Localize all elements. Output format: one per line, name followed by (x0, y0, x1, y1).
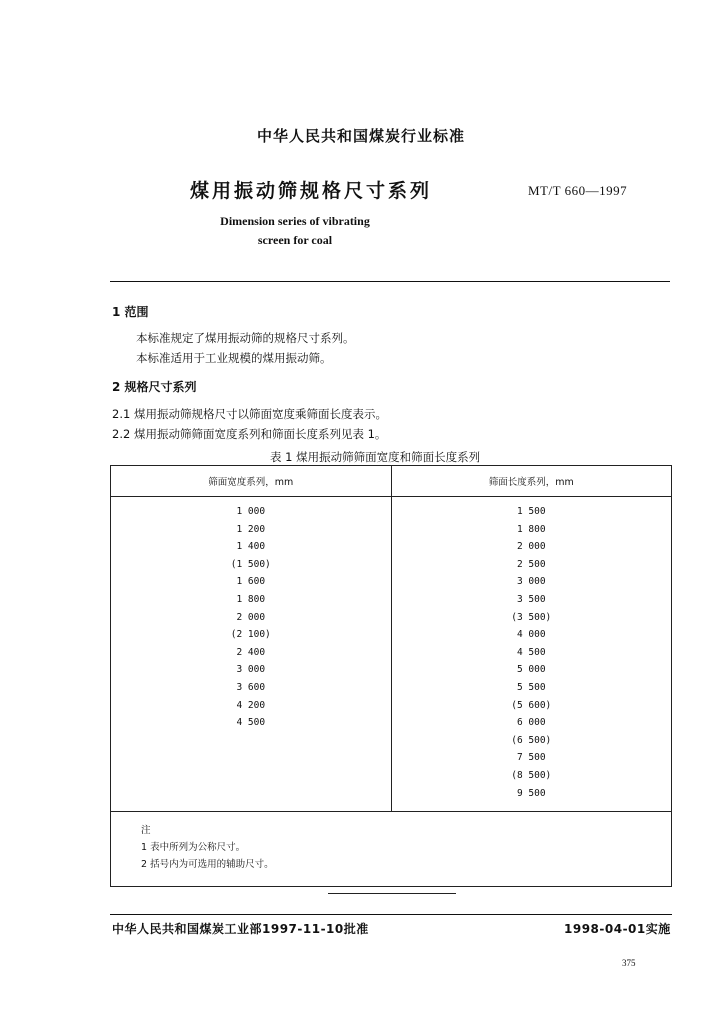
width-value: 2 400 (236, 646, 266, 658)
title-en-line-1: Dimension series of vibrating (220, 214, 370, 228)
approval-line: 中华人民共和国煤炭工业部1997-11-10批准 (112, 922, 369, 936)
width-value: 3 600 (236, 681, 266, 693)
length-value: 5 000 (516, 664, 546, 676)
notes-title: 注 (141, 825, 151, 836)
width-value: 1 200 (236, 523, 266, 535)
table-caption: 表 1 煤用振动筛筛面宽度和筛面长度系列 (270, 450, 481, 464)
length-value: 3 500 (516, 593, 546, 605)
issuing-organization: 中华人民共和国煤炭行业标准 (256, 127, 465, 145)
length-value: (8 500) (511, 769, 552, 781)
length-value: 4 500 (516, 646, 546, 658)
width-values-column (111, 497, 392, 812)
length-value: 7 500 (516, 752, 546, 764)
length-value: 2 500 (516, 558, 546, 570)
length-value: (3 500) (511, 611, 552, 623)
section-1-paragraph-1: 本标准规定了煤用振动筛的规格尺寸系列。 (136, 331, 355, 345)
length-value: 1 500 (516, 506, 546, 517)
dimension-table (110, 465, 672, 887)
footer-short-rule (328, 893, 456, 894)
table-notes (111, 812, 672, 887)
length-value: 2 000 (516, 541, 546, 553)
note-2: 2 括号内为可选用的辅助尺寸。 (141, 859, 274, 870)
width-value: (1 500) (230, 558, 271, 570)
length-value: 5 500 (516, 681, 546, 693)
length-value: (5 600) (511, 699, 552, 711)
length-values-column (391, 497, 672, 812)
implementation-date: 1998-04-01实施 (564, 922, 671, 936)
length-value: 6 000 (516, 717, 546, 729)
standard-title-english (140, 212, 450, 250)
footer-divider (110, 914, 672, 915)
width-column-header: 筛面宽度系列，mm (111, 466, 392, 497)
length-column-header: 筛面长度系列，mm (391, 466, 672, 497)
width-value: 3 000 (236, 664, 266, 676)
width-value: 1 800 (236, 593, 266, 605)
clause-2-1: 2.1 煤用振动筛规格尺寸以筛面宽度乘筛面长度表示。 (112, 407, 387, 421)
header-divider (110, 281, 670, 282)
width-value: 1 000 (236, 506, 266, 517)
width-value: 2 000 (236, 611, 266, 623)
length-value: (6 500) (511, 734, 552, 746)
width-value: (2 100) (230, 629, 271, 641)
length-value: 4 000 (516, 629, 546, 641)
length-value: 3 000 (516, 576, 546, 588)
width-value: 1 400 (236, 541, 266, 553)
width-value: 1 600 (236, 576, 266, 588)
title-en-line-2: screen for coal (257, 233, 333, 247)
length-value: 1 800 (516, 523, 546, 535)
note-1: 1 表中所列为公称尺寸。 (141, 842, 246, 853)
standard-code: MT/T 660—1997 (528, 183, 628, 198)
section-1-paragraph-2: 本标准适用于工业规模的煤用振动筛。 (136, 351, 332, 365)
length-value: 9 500 (516, 787, 546, 799)
page-number: 375 (622, 958, 636, 968)
width-value: 4 200 (236, 699, 266, 711)
standard-title-chinese: 煤用振动筛规格尺寸系列 (190, 180, 433, 202)
section-1-heading: 1 范围 (112, 305, 149, 319)
width-value: 4 500 (236, 717, 266, 729)
clause-2-2: 2.2 煤用振动筛筛面宽度系列和筛面长度系列见表 1。 (112, 427, 387, 441)
section-2-heading: 2 规格尺寸系列 (112, 380, 197, 394)
